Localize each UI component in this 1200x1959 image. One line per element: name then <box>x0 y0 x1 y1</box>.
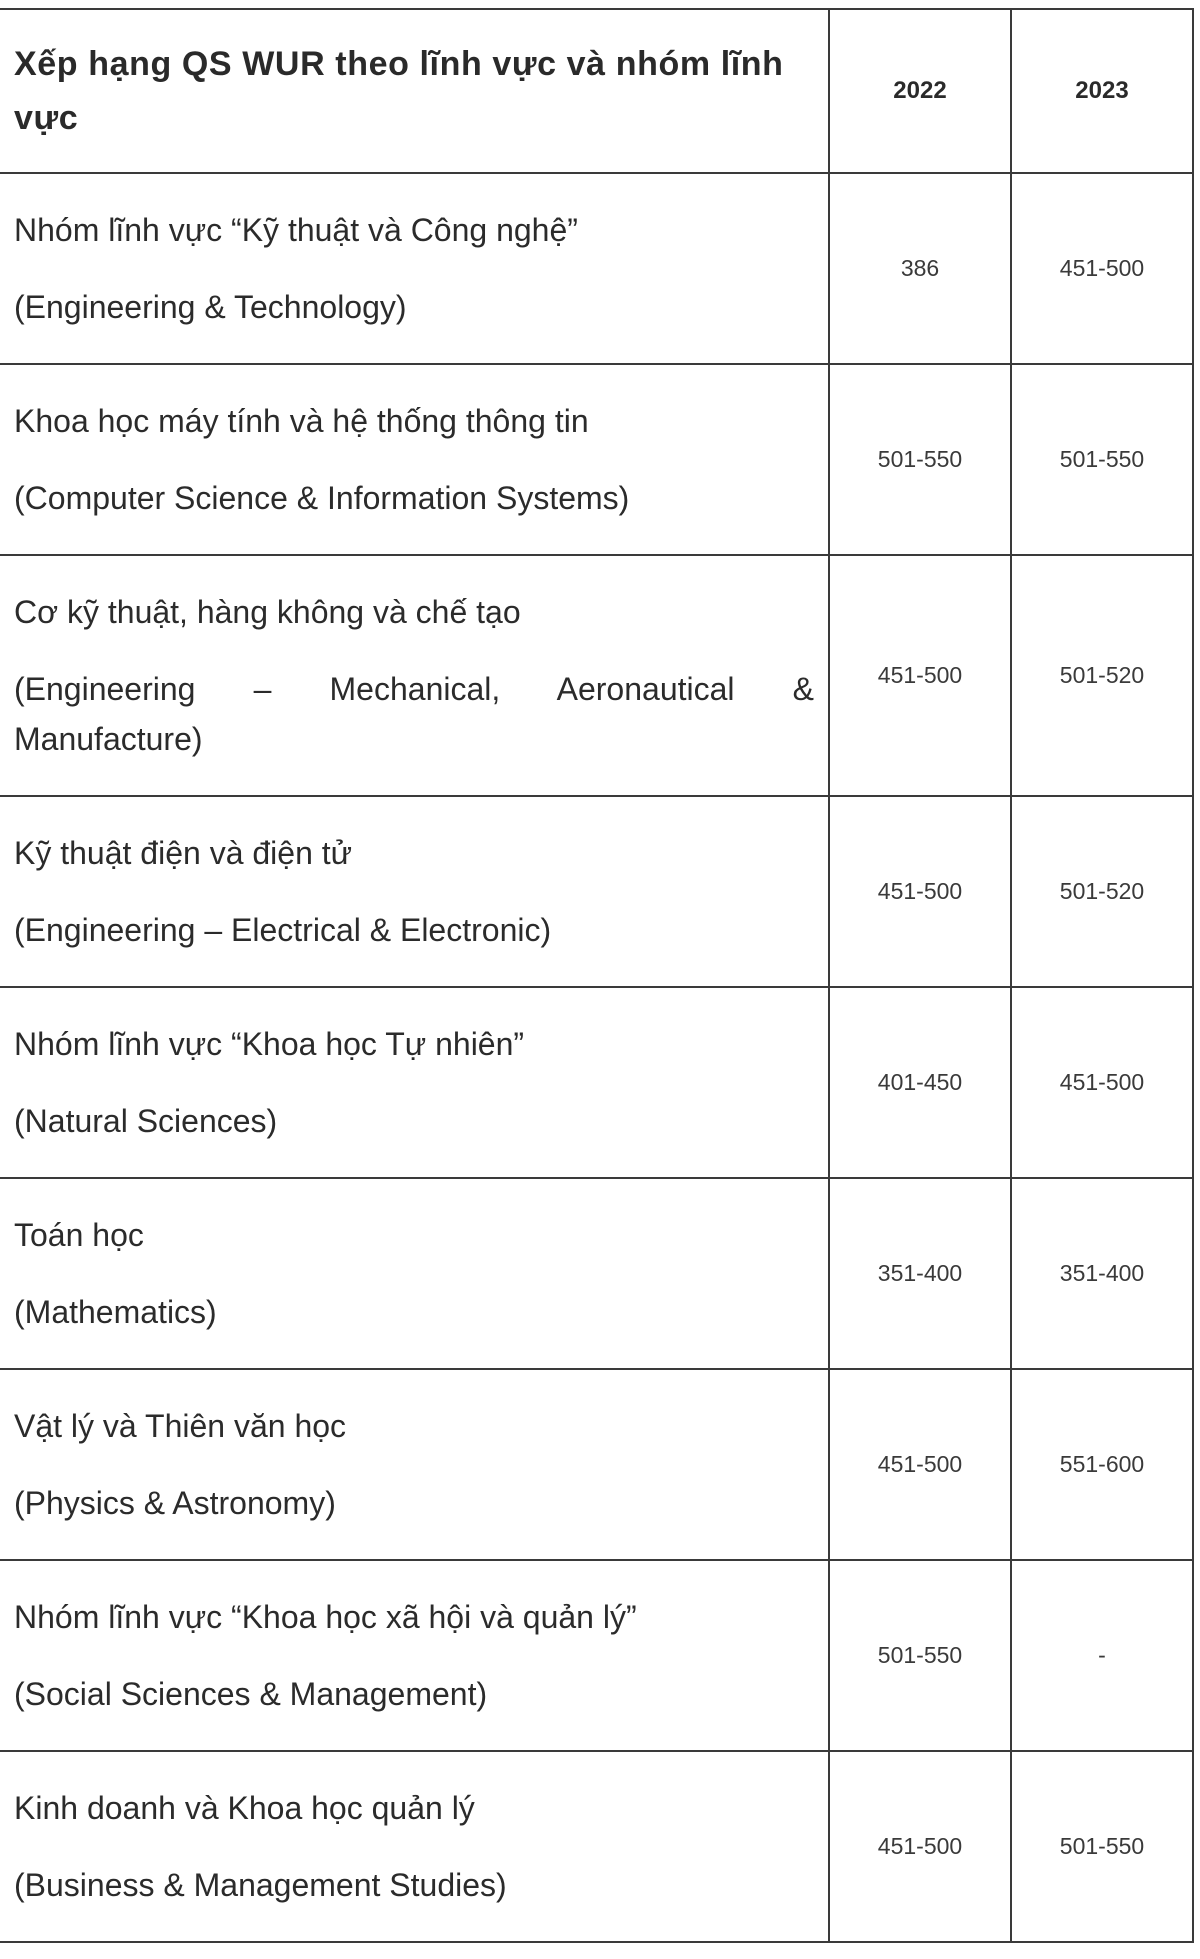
table-row <box>0 173 1193 364</box>
field-name-vn: Nhóm lĩnh vực “Khoa học Tự nhiên” <box>14 1026 525 1062</box>
table-header-row <box>0 9 1193 173</box>
rank-2022: 451-500 <box>829 555 1011 796</box>
field-name-en: (Computer Science & Information Systems) <box>14 480 630 516</box>
field-cell <box>0 1369 829 1560</box>
field-name-en: (Physics & Astronomy) <box>14 1485 336 1521</box>
field-name-vn: Nhóm lĩnh vực “Khoa học xã hội và quản lý” <box>14 1599 637 1635</box>
field-name-en: (Business & Management Studies) <box>14 1867 507 1903</box>
rank-2022: 451-500 <box>829 1369 1011 1560</box>
field-name-en: (Mathematics) <box>14 1294 217 1330</box>
table-row <box>0 1751 1193 1942</box>
table-row <box>0 1369 1193 1560</box>
header-field-label: Xếp hạng QS WUR theo lĩnh vực và nhóm lĩnh vực <box>0 9 829 173</box>
field-cell <box>0 987 829 1178</box>
field-cell <box>0 1560 829 1751</box>
field-name-en: (Engineering & Technology) <box>14 289 407 325</box>
rank-2023: 501-550 <box>1011 364 1193 555</box>
rank-2023: - <box>1011 1560 1193 1751</box>
rank-2022: 501-550 <box>829 1560 1011 1751</box>
rank-2022: 386 <box>829 173 1011 364</box>
table-row <box>0 796 1193 987</box>
rank-2023: 501-550 <box>1011 1751 1193 1942</box>
field-name-vn: Toán học <box>14 1217 144 1253</box>
field-cell <box>0 796 829 987</box>
field-cell <box>0 1178 829 1369</box>
field-cell <box>0 1751 829 1942</box>
rank-2023: 551-600 <box>1011 1369 1193 1560</box>
table-row <box>0 1560 1193 1751</box>
field-name-vn: Vật lý và Thiên văn học <box>14 1408 347 1444</box>
rank-2023: 501-520 <box>1011 796 1193 987</box>
rank-2022: 451-500 <box>829 1751 1011 1942</box>
ranking-table <box>0 8 1194 1943</box>
field-cell <box>0 173 829 364</box>
rank-2023: 451-500 <box>1011 987 1193 1178</box>
rank-2023: 451-500 <box>1011 173 1193 364</box>
field-cell <box>0 555 829 796</box>
table-row <box>0 1178 1193 1369</box>
field-name-vn: Khoa học máy tính và hệ thống thông tin <box>14 403 589 439</box>
table-row <box>0 987 1193 1178</box>
field-name-en: (Engineering – Mechanical, Aeronautical & Manufacture) <box>14 671 814 757</box>
rank-2022: 451-500 <box>829 796 1011 987</box>
rank-2022: 501-550 <box>829 364 1011 555</box>
rank-2022: 401-450 <box>829 987 1011 1178</box>
table-row <box>0 555 1193 796</box>
field-name-en: (Natural Sciences) <box>14 1103 278 1139</box>
field-name-en: (Social Sciences & Management) <box>14 1676 488 1712</box>
field-name-vn: Nhóm lĩnh vực “Kỹ thuật và Công nghệ” <box>14 212 578 248</box>
table-row <box>0 364 1193 555</box>
field-name-en: (Engineering – Electrical & Electronic) <box>14 912 552 948</box>
field-name-vn: Kỹ thuật điện và điện tử <box>14 835 353 871</box>
rank-2022: 351-400 <box>829 1178 1011 1369</box>
header-year-2022: 2022 <box>829 9 1011 173</box>
rank-2023: 351-400 <box>1011 1178 1193 1369</box>
header-year-2023: 2023 <box>1011 9 1193 173</box>
field-cell <box>0 364 829 555</box>
rank-2023: 501-520 <box>1011 555 1193 796</box>
field-name-vn: Kinh doanh và Khoa học quản lý <box>14 1790 475 1826</box>
field-name-vn: Cơ kỹ thuật, hàng không và chế tạo <box>14 594 521 630</box>
